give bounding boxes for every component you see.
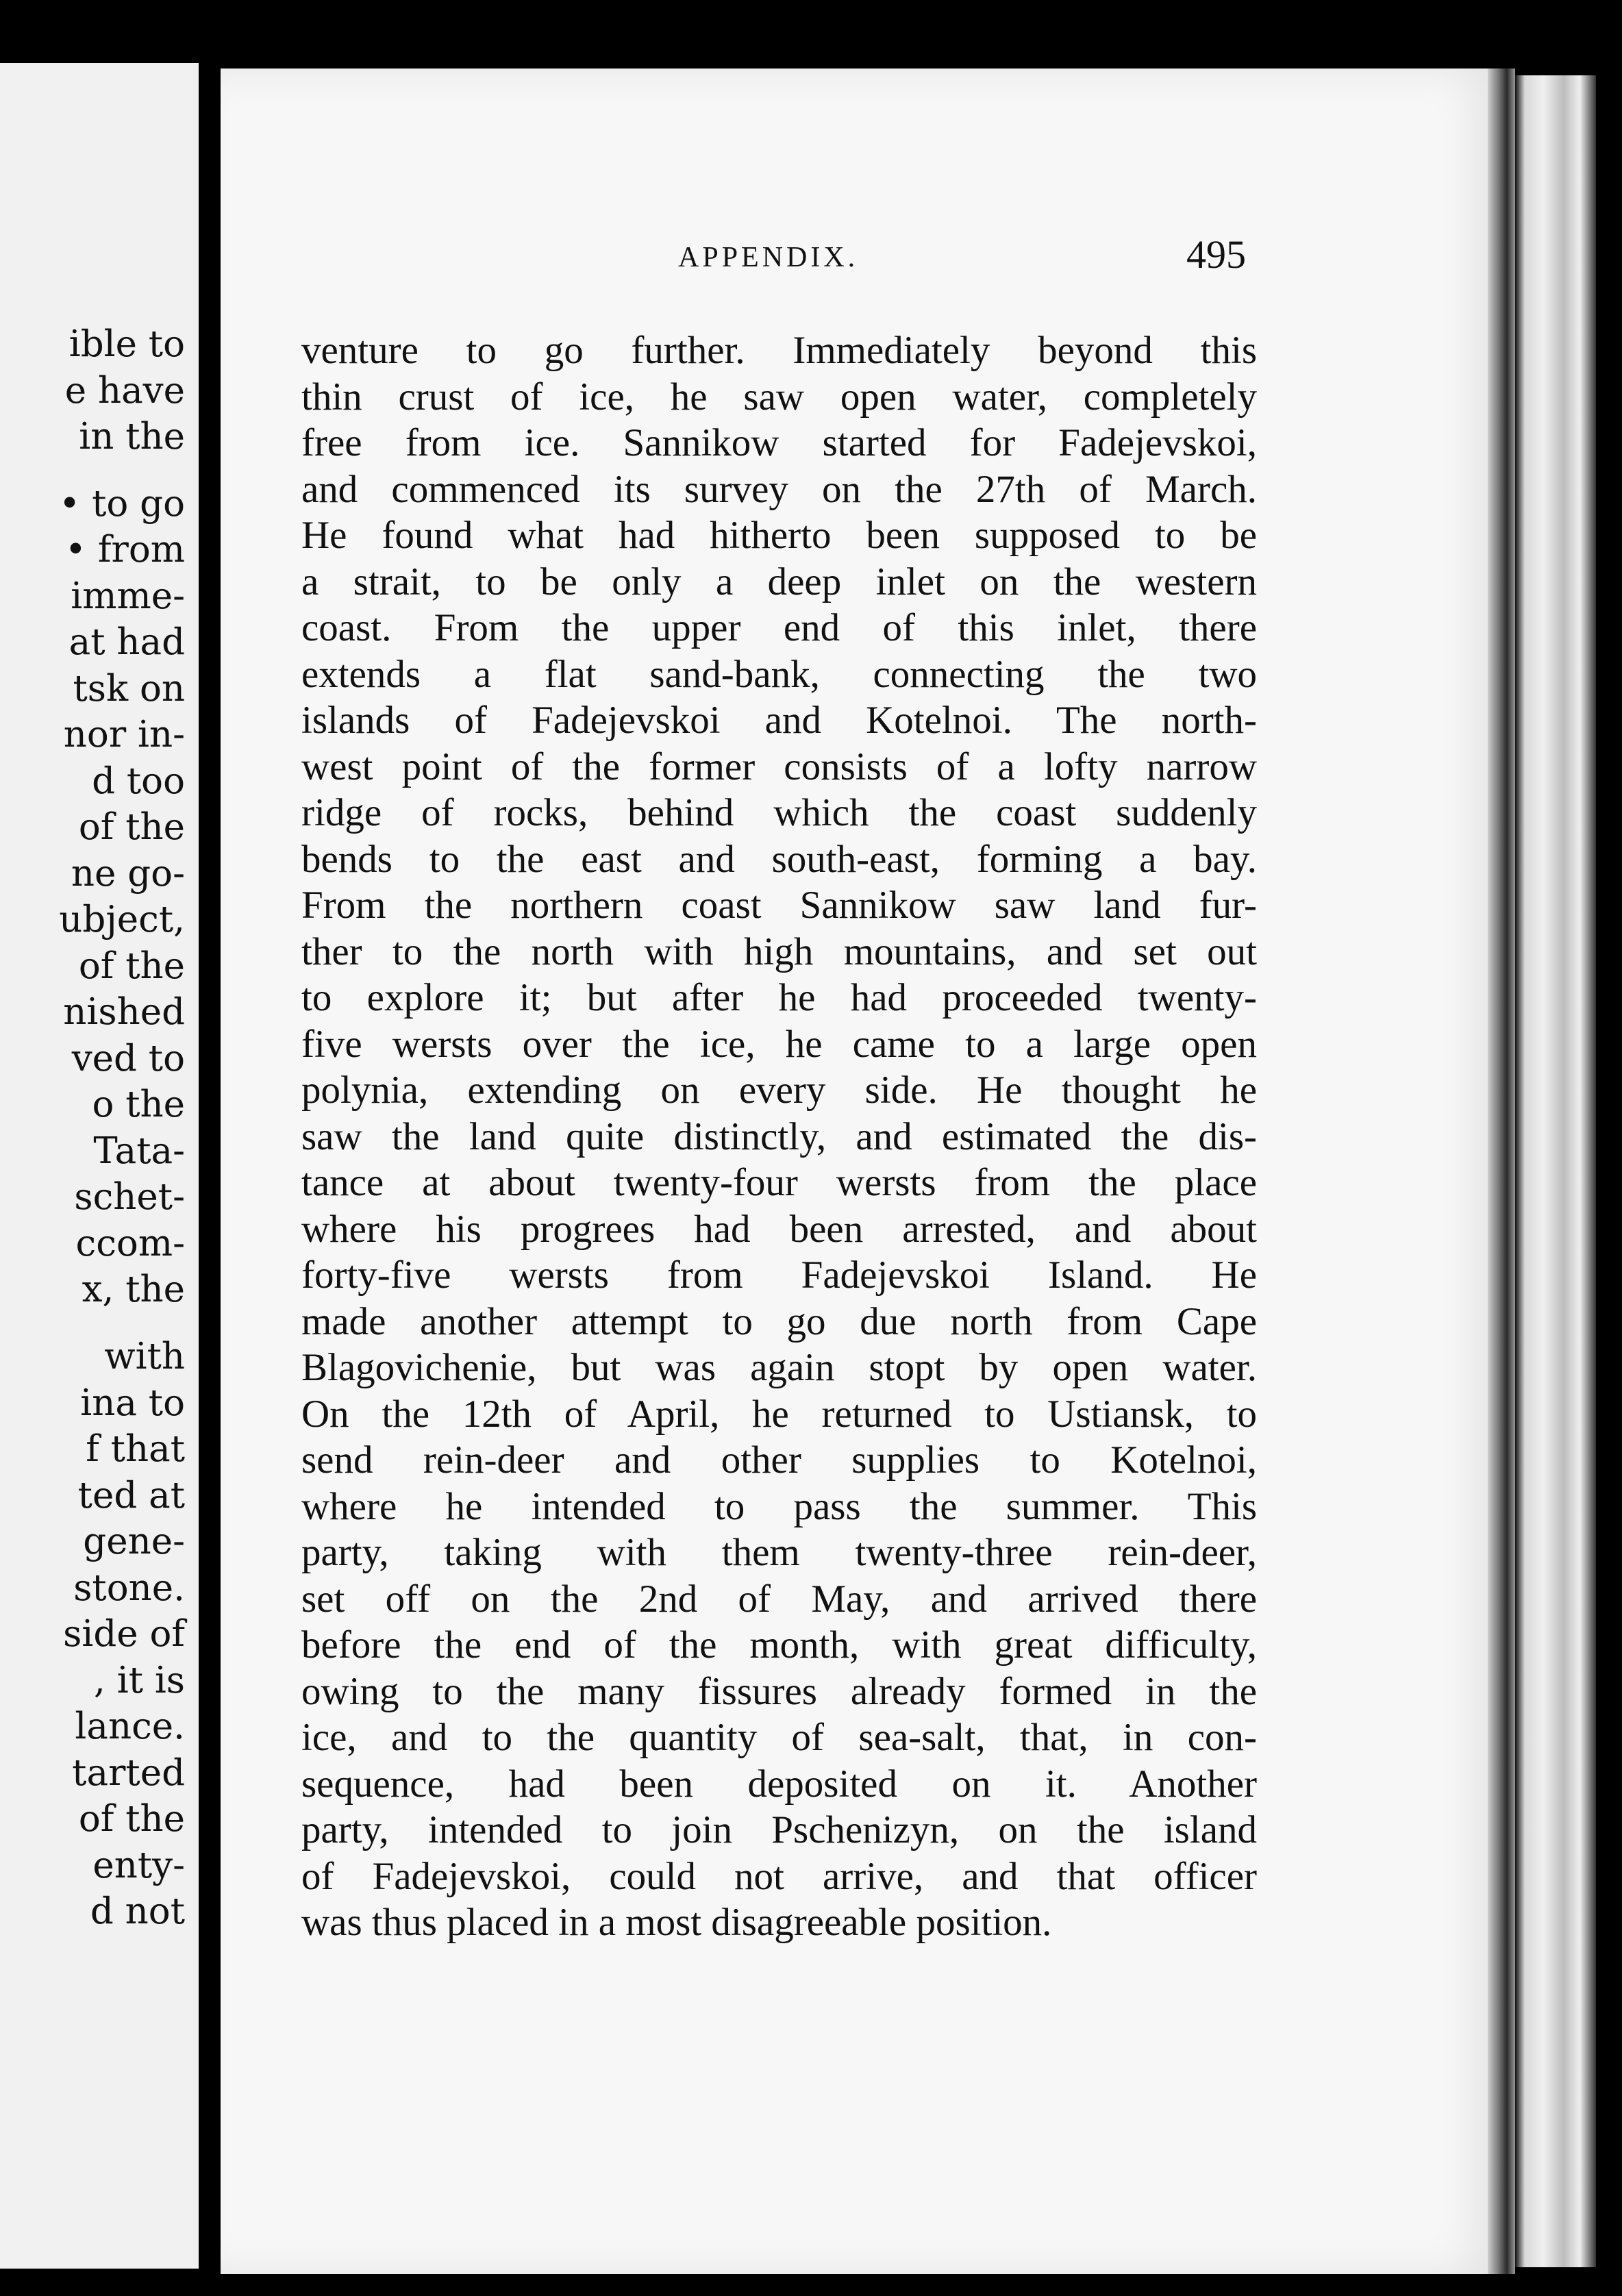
facing-text-line: in the <box>79 416 185 458</box>
facing-text-line: ne go- <box>71 852 185 895</box>
facing-text-line: stone. <box>73 1567 185 1609</box>
facing-text-line: ted at <box>77 1474 185 1517</box>
text-line: He found what had hitherto been supposed to be <box>301 514 1257 557</box>
text-line: From the northern coast Sannikow saw land fur- <box>301 884 1257 927</box>
text-line: where he intended to pass the summer. This <box>301 1484 1257 1528</box>
text-line: owing to the many fissures already formed in the <box>301 1669 1257 1713</box>
text-line: polynia, extending on every side. He thought he <box>301 1069 1257 1112</box>
book-binding-edge <box>1488 68 1515 2274</box>
facing-text-line: lance. <box>75 1706 185 1748</box>
facing-text-line: ccom- <box>75 1222 185 1264</box>
text-line: islands of Fadejevskoi and Kotelnoi. The north- <box>301 699 1257 742</box>
facing-text-line: nor in- <box>63 714 185 756</box>
text-line: party, intended to join Pschenizyn, on the island <box>301 1808 1257 1851</box>
text-line: forty-five wersts from Fadejevskoi Island. He <box>301 1253 1257 1297</box>
facing-text-line: tsk on <box>73 667 185 710</box>
book-gutter <box>199 63 221 2272</box>
page-number: 495 <box>1186 232 1246 277</box>
text-line: saw the land quite distinctly, and estimated the dis- <box>301 1114 1257 1158</box>
text-line: and commenced its survey on the 27th of March. <box>301 467 1257 511</box>
text-line: west point of the former consists of a lofty narrow <box>301 745 1257 788</box>
facing-text-line: o the <box>92 1084 185 1126</box>
facing-text-line: gene- <box>83 1521 185 1563</box>
facing-text-line: ina to <box>80 1382 185 1424</box>
text-line: was thus placed in a most disagreeable position. <box>301 1901 1052 1944</box>
facing-text-line: schet- <box>74 1176 185 1219</box>
facing-text-line: of the <box>78 945 185 987</box>
facing-text-line: d too <box>92 760 185 802</box>
text-line: On the 12th of April, he returned to Ustiansk, to <box>301 1392 1257 1436</box>
running-head: APPENDIX. <box>678 242 859 273</box>
page-body-text <box>301 327 1257 1946</box>
text-line: made another attempt to go due north from Cape <box>301 1299 1257 1343</box>
text-line: Blagovichenie, but was again stopt by open water. <box>301 1346 1257 1389</box>
facing-text-line: imme- <box>71 575 185 617</box>
text-line: before the end of the month, with great difficulty, <box>301 1623 1257 1667</box>
facing-text-line: x, the <box>82 1269 185 1311</box>
facing-text-line: • to go <box>59 482 185 525</box>
text-line: bends to the east and south-east, forming a bay. <box>301 837 1257 881</box>
facing-text-line: of the <box>78 1798 185 1840</box>
text-line: party, taking with them twenty-three rein-deer, <box>301 1531 1257 1574</box>
facing-page-left <box>0 63 199 2269</box>
text-line: tance at about twenty-four wersts from the place <box>301 1161 1257 1204</box>
facing-text-line: d not <box>90 1891 185 1933</box>
text-line: thin crust of ice, he saw open water, completely <box>301 375 1257 419</box>
text-line: venture to go further. Immediately beyond this <box>301 329 1257 372</box>
text-line: free from ice. Sannikow started for Fadejevskoi, <box>301 421 1257 464</box>
page-stack-edge <box>1515 75 1596 2267</box>
text-line: extends a flat sand-bank, connecting the two <box>301 652 1257 696</box>
facing-text-line: • from <box>64 529 185 571</box>
facing-text-line: e have <box>64 369 185 412</box>
facing-text-line: ved to <box>71 1037 185 1080</box>
text-line: five wersts over the ice, he came to a large open <box>301 1022 1257 1066</box>
text-line: to explore it; but after he had proceeded twenty- <box>301 976 1257 1019</box>
facing-text-line: ible to <box>68 323 185 365</box>
text-line: send rein-deer and other supplies to Kotelnoi, <box>301 1438 1257 1482</box>
facing-text-line: at had <box>68 621 185 664</box>
text-line: of Fadejevskoi, could not arrive, and that officer <box>301 1854 1257 1898</box>
text-line: a strait, to be only a deep inlet on the western <box>301 560 1257 603</box>
facing-text-line: side of <box>63 1613 185 1656</box>
text-line: set off on the 2nd of May, and arrived there <box>301 1577 1257 1621</box>
text-line: sequence, had been deposited on it. Another <box>301 1762 1257 1806</box>
facing-text-line: tarted <box>72 1751 185 1794</box>
facing-text-line: with <box>104 1336 185 1378</box>
facing-text-line: enty- <box>92 1844 185 1886</box>
text-line: ice, and to the quantity of sea-salt, that, in con- <box>301 1716 1257 1759</box>
facing-text-line: nished <box>63 991 185 1034</box>
text-line: ridge of rocks, behind which the coast suddenly <box>301 791 1257 834</box>
text-line: coast. From the upper end of this inlet, there <box>301 606 1257 649</box>
facing-text-line: Tata- <box>93 1130 185 1172</box>
text-line: where his progrees had been arrested, and about <box>301 1207 1257 1251</box>
facing-text-line: ubject, <box>59 899 185 941</box>
text-line: ther to the north with high mountains, and set out <box>301 929 1257 973</box>
facing-text-line: of the <box>78 806 185 849</box>
facing-text-line: f that <box>86 1428 185 1471</box>
facing-text-line: , it is <box>94 1659 185 1701</box>
